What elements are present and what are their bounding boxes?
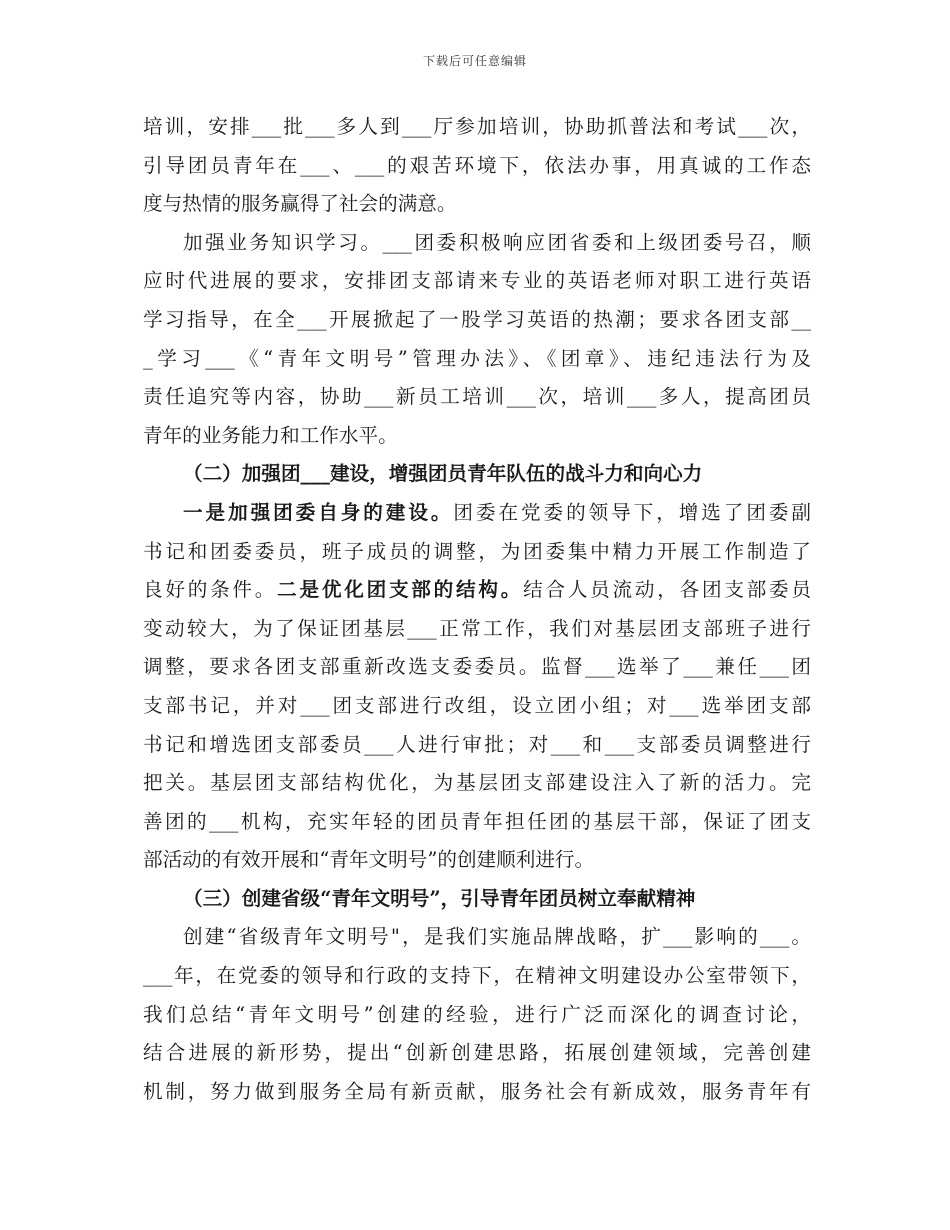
- section-heading-2: （二）加强团___建设，增强团员青年队伍的战斗力和向心力: [183, 462, 703, 486]
- section-heading-3: （三）创建省级“青年文明号”，引导青年团员树立奉献精神: [183, 886, 696, 910]
- body-line: 善团的___机构，充实年轻的团员青年担任团的基层干部，保证了团支: [143, 809, 811, 833]
- body-line: ___年，在党委的领导和行政的支持下，在精神文明建设办公室带领下，: [143, 964, 811, 988]
- bold-lead-item-one: 一是加强团委自身的建设。: [183, 500, 454, 524]
- page-header: 下载后可任意编辑: [422, 54, 527, 68]
- body-line: 书记和团委委员，班子成员的调整，为团委集中精力开展工作制造了: [143, 539, 811, 563]
- document-body: [143, 108, 811, 1111]
- body-line: 责任追究等内容，协助___新员工培训___次，培训___多人，提高团员: [143, 385, 811, 409]
- paragraph-start: [143, 494, 811, 533]
- body-text: 良好的条件。: [143, 578, 278, 602]
- body-line: 青年的业务能力和工作水平。: [143, 423, 398, 447]
- body-line: _学习___《“青年文明号”管理办法》、《团章》、违纪违法行为及: [143, 346, 811, 370]
- body-line: 部活动的有效开展和“青年文明号”的创建顺利进行。: [143, 848, 595, 872]
- body-text: 团委在党委的领导下，增选了团委副: [453, 500, 811, 524]
- body-line: [143, 571, 811, 610]
- body-line: 把关。基层团支部结构优化，为基层团支部建设注入了新的活力。完: [143, 771, 811, 795]
- body-line: 机制，努力做到服务全局有新贡献，服务社会有新成效，服务青年有: [143, 1079, 811, 1103]
- body-text: 结合人员流动，各团支部委员: [523, 578, 811, 602]
- body-line: 调整，要求各团支部重新改选支委委员。监督___选举了___兼任___团: [143, 655, 811, 679]
- body-line: 我们总结“青年文明号”创建的经验，进行广泛而深化的调查讨论，: [143, 1002, 811, 1026]
- body-line: 支部书记，并对___团支部进行改组，设立团小组；对___选举团支部: [143, 693, 811, 717]
- body-line: 学习指导，在全___开展掀起了一股学习英语的热潮；要求各团支部__: [143, 307, 811, 331]
- body-line: 培训，安排___批___多人到___厅参加培训，协助抓普法和考试___次，: [143, 115, 811, 138]
- body-line: 引导团员青年在___、___的艰苦环境下，依法办事，用真诚的工作态: [143, 153, 811, 177]
- paragraph-start: 加强业务知识学习。___团委积极响应团省委和上级团委号召，顺: [183, 230, 811, 254]
- body-line: 书记和增选团支部委员___人进行审批；对___和___支部委员调整进行: [143, 732, 811, 756]
- body-line: 度与热情的服务赢得了社会的满意。: [143, 192, 457, 216]
- body-line: 变动较大，为了保证团基层___正常工作，我们对基层团支部班子进行: [143, 616, 811, 640]
- body-line: 结合进展的新形势，提出“创新创建思路，拓展创建领域，完善创建: [143, 1041, 811, 1065]
- body-line: 应时代进展的要求，安排团支部请来专业的英语老师对职工进行英语: [143, 269, 811, 293]
- paragraph-start: 创建“省级青年文明号"，是我们实施品牌战略，扩___影响的___。: [183, 925, 811, 949]
- bold-lead-item-two: 二是优化团支部的结构。: [277, 578, 524, 602]
